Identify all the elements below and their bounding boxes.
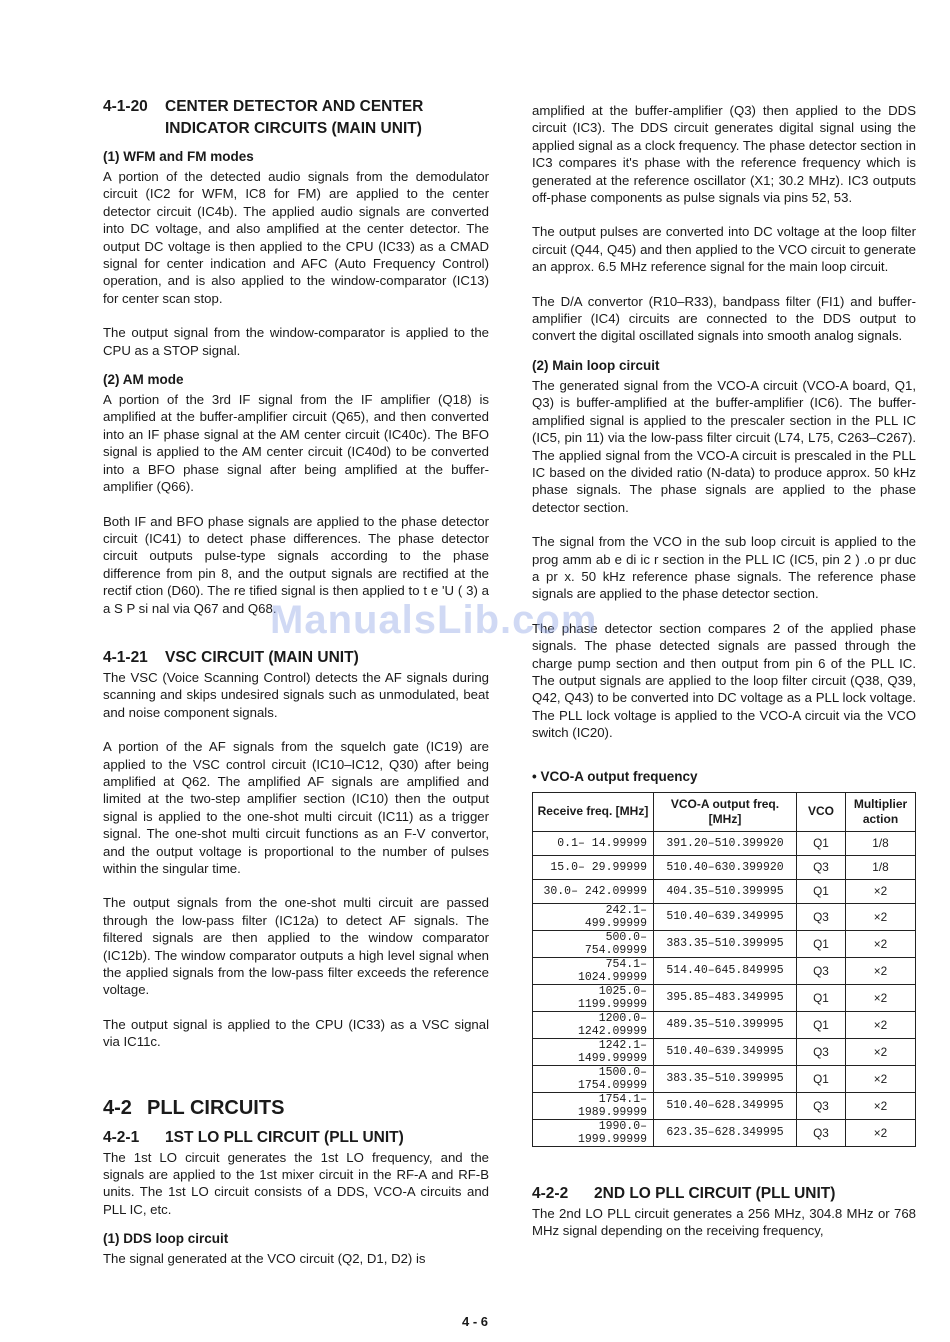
table-row xyxy=(533,1038,916,1065)
paragraph: amplified at the buffer-amplifier (Q3) then applied to the DDS circuit (IC3). The DDS circuit generates digital signal using the applied signal as a clock frequency. The phase detector section in IC3 compares it's phase with the reference frequency which is generated at the reference oscillator (X1; 30.2 MHz). IC3 outputs off-phase components as pulse signals via pins 52, 53. xyxy=(532,103,916,206)
paragraph: The output pulses are converted into DC voltage at the loop filter circuit (Q44, Q45) and then applied to the VCO circuit to generate an approx. 6.5 MHz reference signal for the main loop circuit. xyxy=(532,224,916,275)
table-row xyxy=(533,1092,916,1119)
section-number: 4-1-20 xyxy=(103,98,148,115)
table-cell: Q1 xyxy=(797,984,846,1011)
column-header: Receive freq. [MHz] xyxy=(533,792,654,831)
paragraph: A portion of the AF signals from the squelch gate (IC19) are applied to the VSC control circuit (IC10–IC12, Q30) after being amplified at Q62. The amplified AF signals are amplified and limited at the two-step amplifier section (IC10) then the output signal is applied to the one-shot multi circuit (IC11) as a trigger signal. The one-shot multi circuit functions as an F-V convertor, and the output voltage is proportional to the number of pulses within the singular time. xyxy=(103,739,489,876)
table-cell: 510.40–630.399920 xyxy=(654,855,797,879)
table-cell: 754.1–1024.99999 xyxy=(533,957,654,984)
table-cell: 383.35–510.399995 xyxy=(654,1065,797,1092)
table-cell: ×2 xyxy=(846,930,916,957)
table-cell: Q3 xyxy=(797,855,846,879)
table-cell: 514.40–645.849995 xyxy=(654,957,797,984)
subheading-main-loop: (2) Main loop circuit xyxy=(532,357,660,373)
table-cell: ×2 xyxy=(846,879,916,903)
paragraph: A portion of the 3rd IF signal from the IF amplifier (Q18) is amplified at the buffer-amplifier circuit (Q65), and then converted into an IF phase signal at the AM center circuit (IC40c). The BFO signal is applied to the AM center circuit (IC40d) to be converted into a BFO phase signal after being amplified at the buffer-amplifier (Q66). xyxy=(103,392,489,495)
paragraph: Both IF and BFO phase signals are applied to the phase detector circuit (IC41) to detect phase differences. The phase detector circuit outputs pulse-type signals according to the phase difference from pin 8, and the output signals are rectified at the rectif ction (D60). The re tified signal is then applied to t e 'U ( 3) a a S P si nal via Q67 and Q68. xyxy=(103,513,489,616)
table-body xyxy=(533,831,916,1146)
table-row xyxy=(533,1065,916,1092)
section-heading-4-2-2 xyxy=(532,1183,916,1205)
table-row xyxy=(533,930,916,957)
table-cell: ×2 xyxy=(846,957,916,984)
column-header: Multiplier action xyxy=(846,792,916,831)
table-cell: ×2 xyxy=(846,984,916,1011)
table-cell: Q1 xyxy=(797,1011,846,1038)
table-cell: 395.85–483.349995 xyxy=(654,984,797,1011)
section-title: PLL CIRCUITS xyxy=(147,1096,285,1119)
section-title: 2ND LO PLL CIRCUIT (PLL UNIT) xyxy=(594,1184,836,1202)
table-row xyxy=(533,957,916,984)
table-cell: 1200.0–1242.09999 xyxy=(533,1011,654,1038)
table-row xyxy=(533,831,916,855)
table-cell: 500.0– 754.09999 xyxy=(533,930,654,957)
section-heading-4-2 xyxy=(103,1095,489,1121)
table-header-row xyxy=(533,792,916,831)
table-cell: 1242.1–1499.99999 xyxy=(533,1038,654,1065)
table-cell: 0.1– 14.99999 xyxy=(533,831,654,855)
paragraph: A portion of the detected audio signals from the demodulator circuit (IC2 for WFM, IC8 for FM) are applied to the center detector circuit (IC4b). The applied audio signals are converted into DC voltage, and also amplified at the center detector. The output DC voltage is then applied to the CPU (IC33) as a CMAD signal for center indication and AFC (Auto Frequency Control) operation, and is also applied to the window-comparator (IC13) for center scan stop. xyxy=(103,169,489,306)
subheading-dds-loop: (1) DDS loop circuit xyxy=(103,1231,229,1247)
table-row xyxy=(533,984,916,1011)
table-cell: ×2 xyxy=(846,1092,916,1119)
paragraph: The VSC (Voice Scanning Control) detects the AF signals during scanning and skips undesired signals such as unmodulated, beat and noise component signals. xyxy=(103,669,489,720)
table-cell: 383.35–510.399995 xyxy=(654,930,797,957)
table-title: • VCO-A output frequency xyxy=(532,768,698,784)
paragraph: The 1st LO circuit generates the 1st LO frequency, and the signals are applied to the 1st mixer circuit in the RF-A and RF-B units. The 1st LO circuit consists of a DDS, VCO-A circuits and PLL IC, etc. xyxy=(103,1149,489,1217)
table-cell: 510.40–639.349995 xyxy=(654,1038,797,1065)
table-cell: Q3 xyxy=(797,1038,846,1065)
table-cell: Q3 xyxy=(797,903,846,930)
table-cell: 489.35–510.399995 xyxy=(654,1011,797,1038)
table-cell: 1990.0–1999.99999 xyxy=(533,1119,654,1146)
section-title-line1: CENTER DETECTOR AND CENTER xyxy=(165,98,424,115)
paragraph: The signal from the VCO in the sub loop circuit is applied to the prog amm ab e di ic r section in the PLL IC (IC5, pin 2 ) .o pr duc a pr x. 50 kHz reference phase signals. The reference phase signals are applied to the phase detector section. xyxy=(532,534,916,602)
table-cell: Q1 xyxy=(797,831,846,855)
section-number: 4-2 xyxy=(103,1096,132,1119)
section-heading-4-1-20 xyxy=(103,96,489,140)
table-cell: Q3 xyxy=(797,957,846,984)
page-number: 4 - 6 xyxy=(461,1314,488,1329)
table-cell: 1754.1–1989.99999 xyxy=(533,1092,654,1119)
table-row xyxy=(533,1011,916,1038)
table-cell: 510.40–628.349995 xyxy=(654,1092,797,1119)
table-cell: 1/8 xyxy=(846,855,916,879)
paragraph: The output signal is applied to the CPU (IC33) as a VSC signal via IC11c. xyxy=(103,1016,489,1050)
paragraph: The signal generated at the VCO circuit (Q2, D1, D2) is xyxy=(103,1251,426,1267)
paragraph: The output signal from the window-comparator is applied to the CPU as a STOP signal. xyxy=(103,325,489,358)
table-cell: Q3 xyxy=(797,1092,846,1119)
table-cell: 510.40–639.349995 xyxy=(654,903,797,930)
table-cell: Q1 xyxy=(797,930,846,957)
section-title: 1ST LO PLL CIRCUIT (PLL UNIT) xyxy=(165,1128,404,1146)
section-number: 4-2-2 xyxy=(532,1184,569,1202)
left-column xyxy=(103,96,489,1268)
table-cell: 623.35–628.349995 xyxy=(654,1119,797,1146)
table-cell: 30.0– 242.09999 xyxy=(533,879,654,903)
paragraph: The D/A convertor (R10–R33), bandpass filter (FI1) and buffer-amplifier (IC4) circuits are connected to the DDS output to convert the digital oscillated signals into smooth analog signals. xyxy=(532,293,916,344)
paragraph: The phase detector section compares 2 of the applied phase signals. The phase detected signals are passed through the charge pump section and then output from pin 6 of the PLL IC. The output signals are applied to the loop filter circuit (Q38, Q39, Q42, Q43) to be converted into DC voltage as a PLL lock voltage. The PLL lock voltage is applied to the VCO-A circuit via the VCO switch (IC20). xyxy=(532,620,916,741)
section-heading-4-2-1 xyxy=(103,1127,489,1149)
table-cell: ×2 xyxy=(846,903,916,930)
table-cell: Q3 xyxy=(797,1119,846,1146)
section-heading-4-1-21 xyxy=(103,647,489,669)
paragraph: The output signals from the one-shot multi circuit are passed through the low-pass filter (IC12a) to detect AF signals. The filtered signals are then applied to the window comparator (IC12b). The window comparator outputs a high level signal when the applied signals from the low-pass filter exceeds the reference voltage. xyxy=(103,895,489,998)
table-cell: 391.20–510.399920 xyxy=(654,831,797,855)
table-cell: 1500.0–1754.09999 xyxy=(533,1065,654,1092)
subheading-am-mode: (2) AM mode xyxy=(103,372,184,388)
table-cell: 404.35–510.399995 xyxy=(654,879,797,903)
section-number: 4-1-21 xyxy=(103,648,148,666)
table-row xyxy=(533,855,916,879)
table-cell: 1/8 xyxy=(846,831,916,855)
watermark: ManualsLib.com xyxy=(270,598,598,642)
table-cell: ×2 xyxy=(846,1065,916,1092)
paragraph: The 2nd LO PLL circuit generates a 256 MHz, 304.8 MHz or 768 MHz signal depending on the receiving frequency, xyxy=(532,1205,916,1238)
table-cell: ×2 xyxy=(846,1119,916,1146)
section-number: 4-2-1 xyxy=(103,1128,140,1146)
column-header: VCO xyxy=(797,792,846,831)
right-column xyxy=(532,102,916,1239)
table-cell: ×2 xyxy=(846,1038,916,1065)
vco-frequency-table xyxy=(532,792,916,1147)
table-cell: 15.0– 29.99999 xyxy=(533,855,654,879)
section-title: VSC CIRCUIT (MAIN UNIT) xyxy=(165,648,359,666)
paragraph: The generated signal from the VCO-A circuit (VCO-A board, Q1, Q3) is buffer-amplified at the buffer-amplifier (IC6). The buffer-amplified signal is applied to the prescaler section in the PLL IC (IC5, pin 11) via the low-pass filter circuit (L74, L75, C263–C267). The applied signal from the VCO-A circuit is prescaled in the PLL IC based on the divided ratio (N-data) to produce approx. 50 kHz phase signals. The phase signals are applied to the phase detector section. xyxy=(532,377,916,515)
table-row xyxy=(533,903,916,930)
table-cell: Q1 xyxy=(797,879,846,903)
subheading-wfm-fm: (1) WFM and FM modes xyxy=(103,149,254,164)
table-row xyxy=(533,1119,916,1146)
table-cell: ×2 xyxy=(846,1011,916,1038)
table-row xyxy=(533,879,916,903)
table-cell: 242.1– 499.99999 xyxy=(533,903,654,930)
table-cell: Q1 xyxy=(797,1065,846,1092)
column-header: VCO-A output freq. [MHz] xyxy=(654,792,797,831)
section-title-line2: INDICATOR CIRCUITS (MAIN UNIT) xyxy=(165,120,422,137)
table-cell: 1025.0–1199.99999 xyxy=(533,984,654,1011)
